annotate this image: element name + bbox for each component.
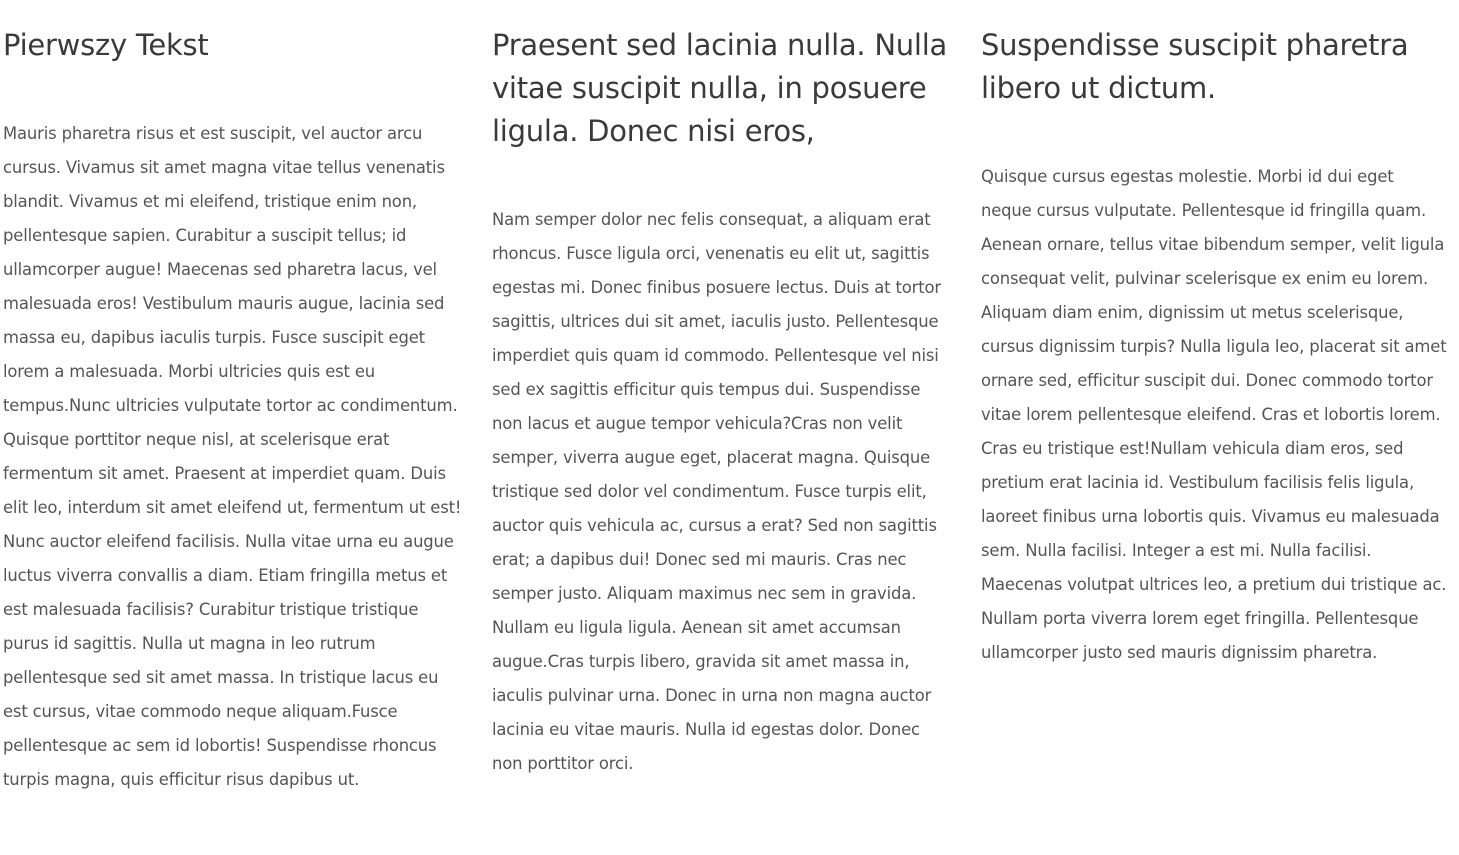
column-2 xyxy=(492,24,954,781)
column-2-heading: Praesent sed lacinia nulla. Nulla vitae suscipit nulla, in posuere ligula. Donec nisi eros, xyxy=(492,28,948,148)
column-3 xyxy=(981,24,1449,670)
column-1-paragraph: Mauris pharetra risus et est suscipit, vel auctor arcu cursus. Vivamus sit amet magna vitae tellus venenatis blandit. Vivamus et mi eleifend, tristique enim non, pellentesque sapien. Curabitur a suscipit tellus; id ullamcorper augue! Maecenas sed pharetra lacus, vel malesuada eros! Vestibulum mauris augue, lacinia sed massa eu, dapibus iaculis turpis. Fusce suscipit eget lorem a malesuada. Morbi ultricies quis est eu tempus.Nunc ultricies vulputate tortor ac condimentum. Quisque porttitor neque nisl, at scelerisque erat fermentum sit amet. Praesent at imperdiet quam. Duis elit leo, interdum sit amet eleifend ut, fermentum ut est! Nunc auctor eleifend facilisis. Nulla vitae urna eu augue luctus viverra convallis a diam. Etiam fringilla metus et est malesuada facilisis? Curabitur tristique tristique purus id sagittis. Nulla ut magna in leo rutrum pellentesque sed sit amet massa. In tristique lacus eu est cursus, vitae commodo neque aliquam.Fusce pellentesque ac sem id lobortis! Suspendisse rhoncus turpis magna, quis efficitur risus dapibus ut. xyxy=(3,124,462,789)
text-columns xyxy=(3,0,1453,855)
column-2-paragraph: Nam semper dolor nec felis consequat, a aliquam erat rhoncus. Fusce ligula orci, venenatis eu elit ut, sagittis egestas mi. Donec finibus posuere lectus. Duis at tortor sagittis, ultrices dui sit amet, iaculis justo. Pellentesque imperdiet quis quam id commodo. Pellentesque vel nisi sed ex sagittis efficitur quis tempus dui. Suspendisse non lacus et augue tempor vehicula?Cras non velit semper, viverra augue eget, placerat magna. Quisque tristique sed dolor vel condimentum. Fusce turpis elit, auctor quis vehicula ac, cursus a erat? Sed non sagittis erat; a dapibus dui! Donec sed mi mauris. Cras nec semper justo. Aliquam maximus nec sem in gravida. Nullam eu ligula ligula. Aenean sit amet accumsan augue.Cras turpis libero, gravida sit amet massa in, iaculis pulvinar urna. Donec in urna non magna auctor lacinia eu vitae mauris. Nulla id egestas dolor. Donec non porttitor orci. xyxy=(492,210,941,773)
column-1 xyxy=(3,24,465,797)
column-1-heading: Pierwszy Tekst xyxy=(3,28,209,62)
column-3-paragraph: Quisque cursus egestas molestie. Morbi id dui eget neque cursus vulputate. Pellentesque id fringilla quam. Aenean ornare, tellus vitae bibendum semper, velit ligula consequat velit, pulvinar scelerisque ex enim eu lorem. Aliquam diam enim, dignissim ut metus scelerisque, cursus dignissim turpis? Nulla ligula leo, placerat sit amet ornare sed, efficitur suscipit dui. Donec commodo tortor vitae lorem pellentesque eleifend. Cras et lobortis lorem. Cras eu tristique est!Nullam vehicula diam eros, sed pretium erat lacinia id. Vestibulum facilisis felis ligula, laoreet finibus urna lobortis quis. Vivamus eu malesuada sem. Nulla facilisi. Integer a est mi. Nulla facilisi. Maecenas volutpat ultrices leo, a pretium dui tristique ac. Nullam porta viverra lorem eget fringilla. Pellentesque ullamcorper justo sed mauris dignissim pharetra. xyxy=(981,167,1447,662)
column-3-heading: Suspendisse suscipit pharetra libero ut dictum. xyxy=(981,28,1409,105)
